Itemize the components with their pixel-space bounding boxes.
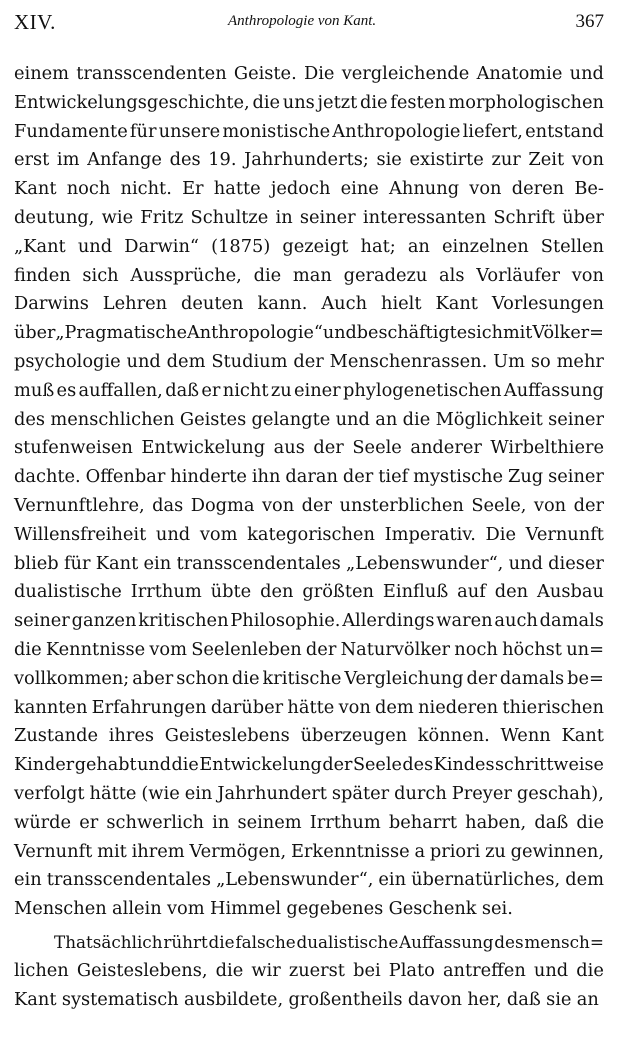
text-line: seiner ganzen kritischen Philosophie. Allerdings waren auch damals — [14, 610, 604, 632]
text-line: über „Pragmatische Anthropologie“ und beschäftigte sich mit Völker= — [14, 323, 604, 344]
text-line: einem transscendenten Geiste. Die vergleichende Anatomie und — [14, 63, 604, 84]
text-line: „Kant und Darwin“ (1875) gezeigt hat; an einzelnen Stellen — [14, 235, 604, 257]
text-line: verfolgt hätte (wie ein Jahrhundert später durch Preyer geschah), — [14, 782, 604, 804]
text-line: Zustande ihres Geisteslebens überzeugen können. Wenn Kant — [14, 725, 604, 747]
running-header — [14, 10, 604, 44]
text-line: ein transscendentales „Lebenswunder“, ein übernatürliches, dem — [14, 869, 604, 891]
text-line: Thatsächlich rührt die falsche dualistische Auffassung des mensch= — [54, 931, 604, 952]
text-line: vollkommen; aber schon die kritische Vergleichung der damals be= — [14, 667, 604, 689]
text-line: des menschlichen Geistes gelangte und an die Möglichkeit seiner — [14, 408, 604, 430]
text-line: dachte. Offenbar hinderte ihn daran der tief mystische Zug seiner — [14, 466, 604, 488]
running-title: Anthropologie von Kant. — [228, 13, 377, 29]
text-line: blieb für Kant ein transscendentales „Lebenswunder“, und dieser — [14, 552, 604, 574]
text-line: dualistische Irrthum übte den größten Einfluß auf den Ausbau — [14, 581, 604, 603]
text-line: erst im Anfange des 19. Jahrhunderts; sie existirte zur Zeit von — [14, 149, 604, 171]
text-line: psychologie und dem Studium der Menschenrassen. Um so mehr — [14, 350, 604, 372]
text-line: deutung, wie Fritz Schultze in seiner interessanten Schrift über — [14, 206, 604, 228]
text-line: kannten Erfahrungen darüber hätte von dem niederen thierischen — [14, 696, 604, 718]
text-line: finden sich Aussprüche, die man geradezu als Vorläufer von — [14, 264, 604, 286]
text-line: stufenweisen Entwickelung aus der Seele anderer Wirbelthiere — [14, 437, 604, 459]
text-line: Willensfreiheit und vom kategorischen Imperativ. Die Vernunft — [14, 523, 604, 545]
text-line: lichen Geisteslebens, die wir zuerst bei Plato antreffen und die — [14, 959, 604, 981]
chapter-number: XIV. — [14, 10, 56, 34]
text-line: Menschen allein vom Himmel gegebenes Geschenk sei. — [14, 898, 513, 920]
text-line: Fundamente für unsere monistische Anthropologie liefert, entstand — [14, 120, 604, 142]
text-line: Kant noch nicht. Er hatte jedoch eine Ahnung von deren Be- — [14, 178, 604, 200]
text-line: Vernunftlehre, das Dogma von der unsterblichen Seele, von der — [14, 494, 604, 516]
text-line: Kant systematisch ausbildete, großentheils davon her, daß sie an — [14, 988, 599, 1010]
text-line: Vernunft mit ihrem Vermögen, Erkenntnisse a priori zu gewinnen, — [14, 840, 604, 862]
text-line: Kinder gehabt und die Entwickelung der Seele des Kindes schrittweise — [14, 755, 604, 776]
text-line: muß es auffallen, daß er nicht zu einer phylogenetischen Auffassung — [14, 379, 604, 401]
text-line: würde er schwerlich in seinem Irrthum beharrt haben, daß die — [14, 811, 604, 833]
text-line: Entwickelungsgeschichte, die uns jetzt die festen morphologischen — [14, 91, 604, 113]
body-text — [14, 60, 604, 1014]
text-line: die Kenntnisse vom Seelenleben der Naturvölker noch höchst un= — [14, 638, 604, 660]
page-number: 367 — [575, 11, 604, 32]
text-line: Darwins Lehren deuten kann. Auch hielt Kant Vorlesungen — [14, 293, 604, 315]
